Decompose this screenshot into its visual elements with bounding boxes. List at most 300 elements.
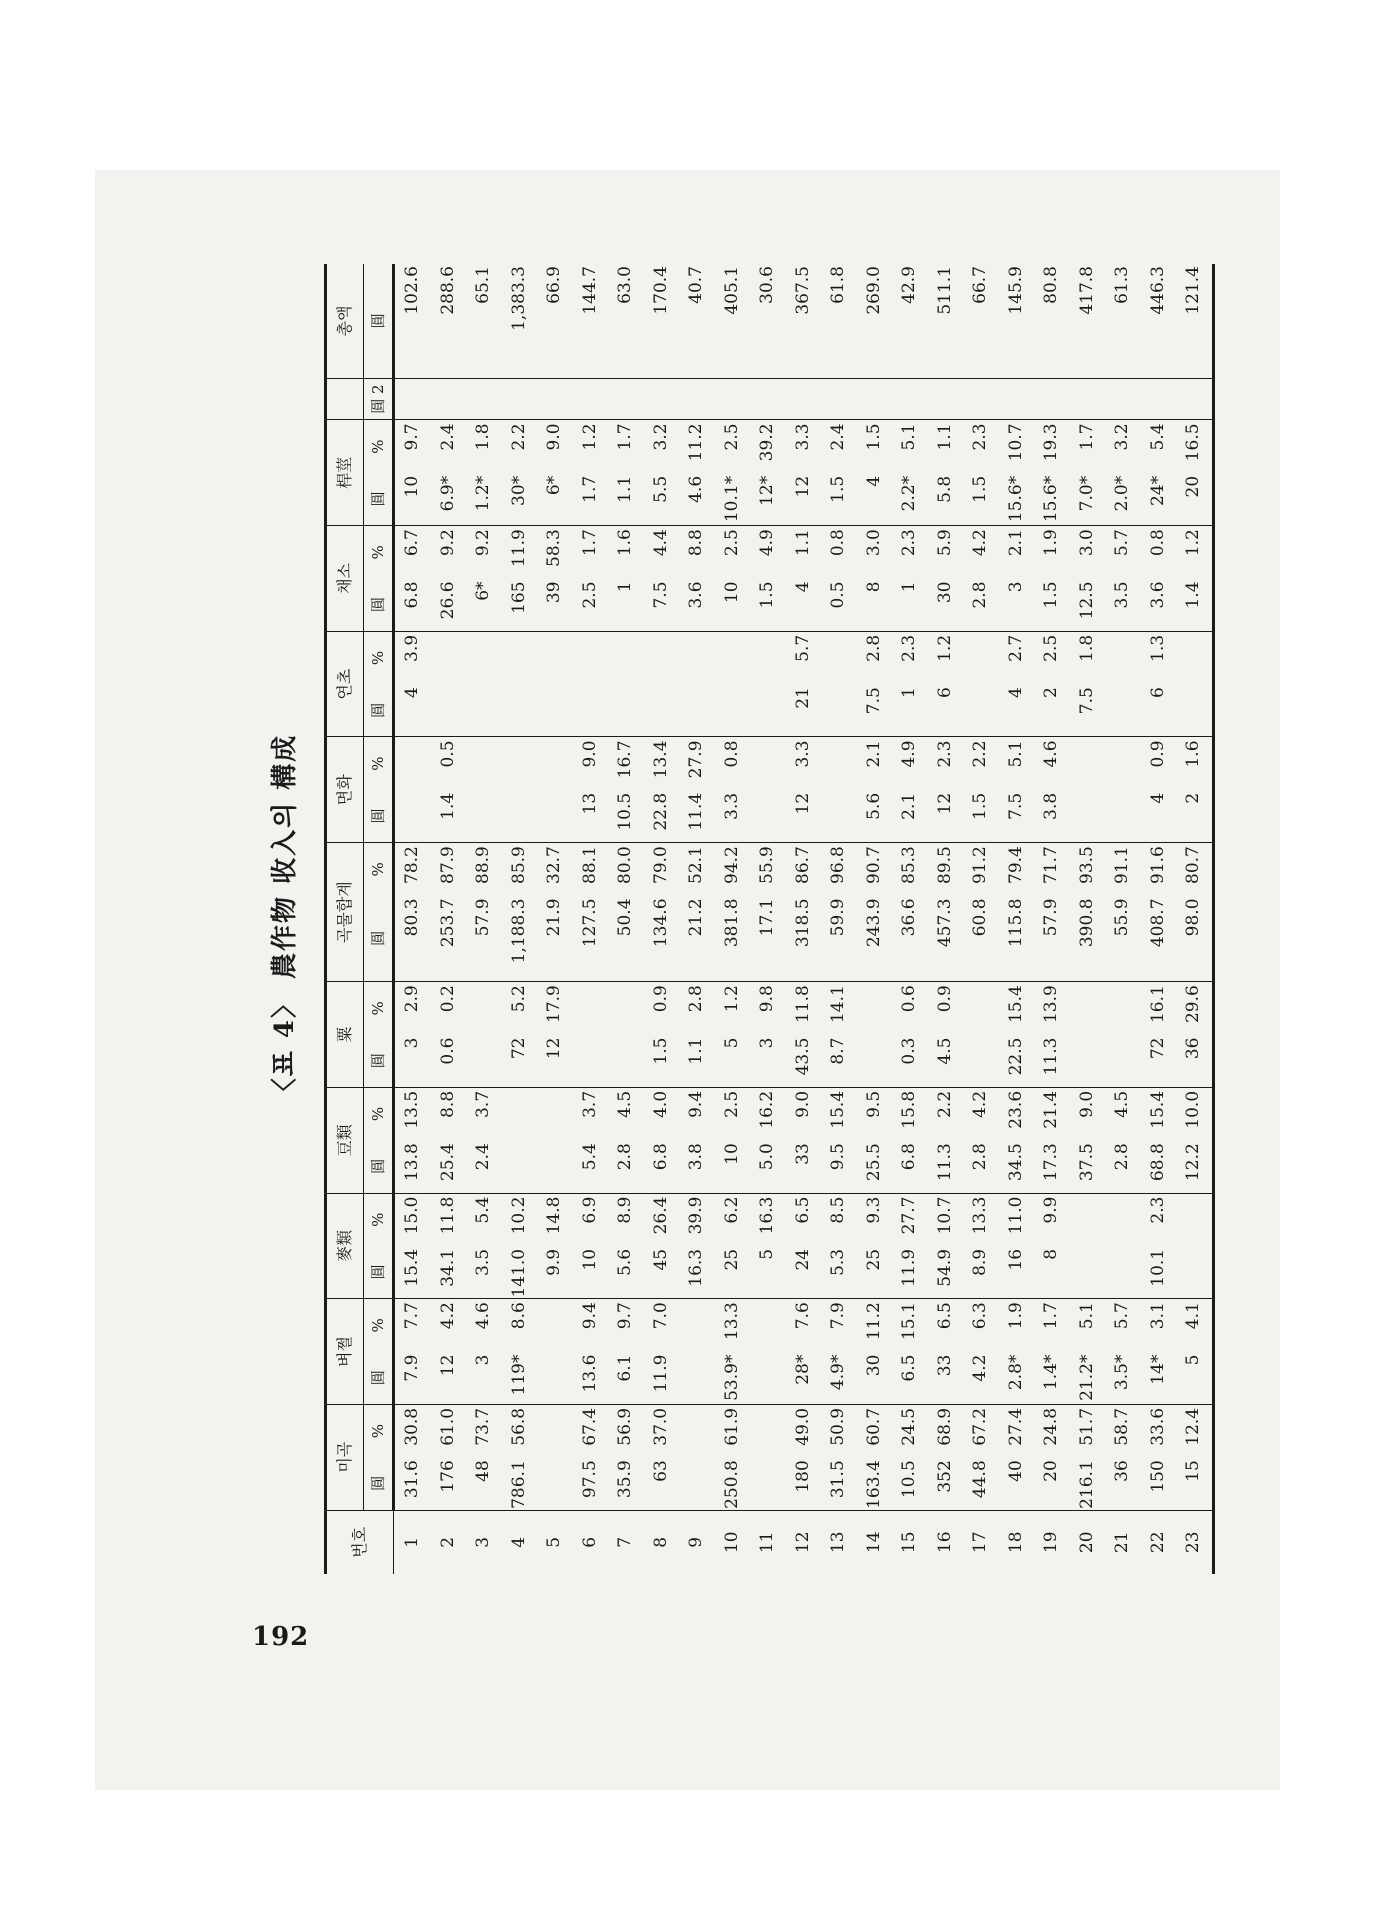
cell-pct: 2.8 xyxy=(857,631,893,684)
cell-pct: 6.7 xyxy=(394,526,431,579)
cell-won: 2.8 xyxy=(615,1143,636,1171)
cell-won: 6.9* xyxy=(437,475,458,512)
cell-won xyxy=(857,1035,893,1088)
cell-pct: 1.6 xyxy=(608,526,644,579)
cell-won: 12.5 xyxy=(1076,581,1097,620)
cell-won: 1.5 xyxy=(1041,581,1062,609)
cell-pct: 0.9 xyxy=(644,982,680,1035)
cell-won: 36.6 xyxy=(899,898,920,937)
cell-pct: 93.5 xyxy=(1070,843,1106,896)
cell-pct: 0.2 xyxy=(431,982,467,1035)
unit-pct: % xyxy=(364,1404,394,1457)
header-no: 번호 xyxy=(326,1510,394,1574)
cell-won: 6.8 xyxy=(899,1143,920,1171)
cell-total: 269.0 xyxy=(863,266,884,315)
cell-pct: 13.4 xyxy=(644,737,680,790)
cell-won: 16 xyxy=(1005,1248,1026,1271)
unit-pct: % xyxy=(364,843,394,896)
unit-won: 圓 xyxy=(364,1035,394,1088)
cell-pct: 88.1 xyxy=(573,843,609,896)
cell-won: 6.5 xyxy=(899,1354,920,1382)
cell-pct: 8.5 xyxy=(821,1193,857,1246)
table-row xyxy=(750,264,786,1574)
cell-won xyxy=(750,790,786,843)
cell-pct: 0.8 xyxy=(715,737,751,790)
cell-pct: 87.9 xyxy=(431,843,467,896)
cell-pct: 4.9 xyxy=(892,737,928,790)
cell-pct: 5.1 xyxy=(892,420,928,473)
row-number: 19 xyxy=(1034,1510,1070,1574)
cell-total: 405.1 xyxy=(721,266,742,315)
cell-pct xyxy=(537,1087,573,1140)
row-number: 6 xyxy=(573,1510,609,1574)
cell-pct: 4.9 xyxy=(750,526,786,579)
row-number: 9 xyxy=(679,1510,715,1574)
cell-pct xyxy=(963,982,999,1035)
cell-pct xyxy=(466,737,502,790)
cell-blank xyxy=(892,378,928,420)
cell-won: 4.2 xyxy=(970,1354,991,1382)
header-row-units xyxy=(364,264,394,1574)
cell-pct: 7.7 xyxy=(394,1299,431,1352)
cell-won: 12.2 xyxy=(1176,1140,1213,1193)
cell-won: 57.9 xyxy=(473,898,494,937)
cell-pct xyxy=(573,631,609,684)
cell-pct: 8.9 xyxy=(608,1193,644,1246)
cell-pct: 27.9 xyxy=(679,737,715,790)
cell-pct: 85.3 xyxy=(892,843,928,896)
cell-pct: 9.7 xyxy=(608,1299,644,1352)
cell-won: 243.9 xyxy=(863,898,884,948)
cell-blank xyxy=(963,378,999,420)
cell-won xyxy=(750,684,786,737)
cell-blank xyxy=(750,378,786,420)
cell-pct: 6.9 xyxy=(573,1193,609,1246)
cell-pct: 52.1 xyxy=(679,843,715,896)
cell-blank xyxy=(573,378,609,420)
cell-total: 1,383.3 xyxy=(508,266,529,331)
cell-won xyxy=(502,790,538,843)
unit-won: 圓 xyxy=(364,790,394,843)
cell-won: 8.7 xyxy=(828,1037,849,1065)
table-caption: 〈표 4〉 農作物 收入의 構成 xyxy=(270,733,300,1105)
unit-won: 圓 xyxy=(364,684,394,737)
cell-pct: 1.1 xyxy=(786,526,822,579)
unit-pct: % xyxy=(364,631,394,684)
cell-won: 21.2 xyxy=(686,898,707,937)
cell-pct: 4.1 xyxy=(1176,1299,1213,1352)
cell-pct: 89.5 xyxy=(928,843,964,896)
cell-won xyxy=(1105,684,1141,737)
cell-won: 9.9 xyxy=(544,1248,565,1276)
cell-won xyxy=(466,790,502,843)
cell-won: 5 xyxy=(757,1248,778,1260)
cell-blank xyxy=(502,378,538,420)
cell-total: 30.6 xyxy=(757,266,778,304)
cell-won xyxy=(1070,1035,1106,1088)
cell-won: 97.5 xyxy=(579,1460,600,1499)
cell-pct: 67.4 xyxy=(573,1404,609,1457)
cell-pct: 2.8 xyxy=(679,982,715,1035)
cell-won: 16.3 xyxy=(686,1248,707,1287)
cell-pct: 5.9 xyxy=(928,526,964,579)
cell-pct: 1.7 xyxy=(608,420,644,473)
cell-won xyxy=(679,1352,715,1405)
cell-pct: 1.1 xyxy=(928,420,964,473)
table-wrapper xyxy=(324,264,1215,1574)
cell-pct: 94.2 xyxy=(715,843,751,896)
cell-pct: 9.8 xyxy=(750,982,786,1035)
cell-won xyxy=(750,1352,786,1405)
rotated-table-block xyxy=(264,264,1204,1574)
cell-won xyxy=(608,684,644,737)
cell-won: 26.6 xyxy=(437,581,458,620)
cell-won: 3.3 xyxy=(721,792,742,820)
cell-won: 1.5 xyxy=(757,581,778,609)
cell-pct: 1.7 xyxy=(1034,1299,1070,1352)
header-millet: 粟 xyxy=(326,982,364,1088)
cell-won xyxy=(502,1140,538,1193)
cell-won xyxy=(1105,1246,1141,1299)
cell-won: 10.5 xyxy=(899,1460,920,1499)
cell-total: 61.3 xyxy=(1112,266,1133,304)
cell-pct: 10.2 xyxy=(502,1193,538,1246)
cell-won: 31.6 xyxy=(402,1460,423,1499)
unit-won: 圓 xyxy=(364,264,394,378)
cell-won: 17.1 xyxy=(757,898,778,937)
cell-won: 35.9 xyxy=(615,1460,636,1499)
cell-won: 43.5 xyxy=(792,1037,813,1076)
cell-pct xyxy=(608,631,644,684)
cell-won: 72 xyxy=(1147,1037,1168,1060)
cell-won: 30 xyxy=(863,1354,884,1377)
cell-won xyxy=(750,1457,786,1510)
cell-won: 28* xyxy=(792,1354,813,1385)
cell-won xyxy=(537,1352,573,1405)
cell-won xyxy=(466,684,502,737)
cell-pct: 0.6 xyxy=(892,982,928,1035)
cell-won: 24 xyxy=(792,1248,813,1271)
cell-pct: 2.5 xyxy=(715,420,751,473)
cell-won: 2 xyxy=(1176,790,1213,843)
cell-won: 3.8 xyxy=(686,1143,707,1171)
unit-won: 圓 xyxy=(364,473,394,526)
header-beans: 豆類 xyxy=(326,1087,364,1193)
cell-blank xyxy=(821,378,857,420)
cell-pct: 7.9 xyxy=(821,1299,857,1352)
cell-won: 39 xyxy=(544,581,565,604)
cell-pct: 15.4 xyxy=(999,982,1035,1035)
cell-won: 13.8 xyxy=(402,1143,423,1182)
cell-pct: 4.5 xyxy=(608,1087,644,1140)
cell-pct: 3.7 xyxy=(466,1087,502,1140)
cell-total: 42.9 xyxy=(899,266,920,304)
cell-total: 65.1 xyxy=(473,266,494,304)
cell-won: 0.5 xyxy=(828,581,849,609)
cell-pct: 9.5 xyxy=(857,1087,893,1140)
cell-won: 11.9 xyxy=(899,1248,920,1287)
cell-pct: 3.7 xyxy=(573,1087,609,1140)
cell-won: 2.1 xyxy=(899,792,920,820)
cell-won: 30* xyxy=(508,475,529,506)
cell-won: 15 xyxy=(1176,1457,1213,1510)
cell-pct: 85.9 xyxy=(502,843,538,896)
cell-pct: 49.0 xyxy=(786,1404,822,1457)
cell-won: 352 xyxy=(934,1460,955,1493)
cell-pct: 9.0 xyxy=(1070,1087,1106,1140)
cell-won: 7.0* xyxy=(1076,475,1097,512)
cell-pct xyxy=(644,631,680,684)
cell-won xyxy=(1105,1035,1141,1088)
cell-won: 25.4 xyxy=(437,1143,458,1182)
row-number: 8 xyxy=(644,1510,680,1574)
cell-blank xyxy=(1105,378,1141,420)
cell-pct: 26.4 xyxy=(644,1193,680,1246)
cell-pct: 91.2 xyxy=(963,843,999,896)
cell-won: 2.8 xyxy=(1112,1143,1133,1171)
cell-pct xyxy=(679,1299,715,1352)
cell-won: 13.6 xyxy=(579,1354,600,1393)
cell-won: 4 xyxy=(1147,792,1168,804)
cell-won: 5 xyxy=(721,1037,742,1049)
cell-won xyxy=(821,790,857,843)
cell-won: 54.9 xyxy=(934,1248,955,1287)
row-number: 5 xyxy=(537,1510,573,1574)
cell-total: 121.4 xyxy=(1176,264,1213,378)
cell-total: 144.7 xyxy=(579,266,600,315)
cell-pct: 33.6 xyxy=(1141,1404,1177,1457)
cell-pct: 1.9 xyxy=(999,1299,1035,1352)
cell-total: 66.9 xyxy=(544,266,565,304)
cell-pct: 61.0 xyxy=(431,1404,467,1457)
cell-pct xyxy=(963,631,999,684)
table-row xyxy=(857,264,893,1574)
cell-pct: 13.3 xyxy=(963,1193,999,1246)
cell-pct: 2.3 xyxy=(963,420,999,473)
cell-won: 12 xyxy=(544,1037,565,1060)
cell-won: 5.4 xyxy=(579,1143,600,1171)
cell-won: 119* xyxy=(508,1354,529,1396)
cell-blank xyxy=(999,378,1035,420)
row-number: 15 xyxy=(892,1510,928,1574)
cell-pct: 4.4 xyxy=(644,526,680,579)
table-row xyxy=(431,264,467,1574)
cell-won: 72 xyxy=(508,1037,529,1060)
unit-won: 圓 xyxy=(364,895,394,981)
cell-pct: 4.2 xyxy=(963,526,999,579)
cell-won: 457.3 xyxy=(934,898,955,948)
cell-won: 24* xyxy=(1147,475,1168,506)
cell-pct: 37.0 xyxy=(644,1404,680,1457)
cell-pct: 3.3 xyxy=(786,737,822,790)
cell-won: 3.6 xyxy=(686,581,707,609)
cell-pct: 58.7 xyxy=(1105,1404,1141,1457)
cell-pct: 3.9 xyxy=(394,631,431,684)
cell-pct: 11.2 xyxy=(679,420,715,473)
row-number: 13 xyxy=(821,1510,857,1574)
row-number: 16 xyxy=(928,1510,964,1574)
cell-pct: 0.8 xyxy=(1141,526,1177,579)
header-rice-straw: 벼쩔 xyxy=(326,1299,364,1405)
cell-blank xyxy=(537,378,573,420)
cell-pct: 60.7 xyxy=(857,1404,893,1457)
cell-pct: 79.4 xyxy=(999,843,1035,896)
cell-won: 1.5 xyxy=(650,1037,671,1065)
cell-pct: 2.2 xyxy=(963,737,999,790)
cell-pct: 11.8 xyxy=(431,1193,467,1246)
cell-won: 318.5 xyxy=(792,898,813,948)
cell-pct xyxy=(502,737,538,790)
cell-pct: 14.1 xyxy=(821,982,857,1035)
cell-won: 15.6* xyxy=(1041,475,1062,523)
cell-won: 2.8* xyxy=(1005,1354,1026,1391)
cell-won: 63 xyxy=(650,1460,671,1482)
cell-pct: 3.0 xyxy=(1070,526,1106,579)
cell-pct xyxy=(537,737,573,790)
cell-pct: 11.0 xyxy=(999,1193,1035,1246)
cell-pct: 14.8 xyxy=(537,1193,573,1246)
cell-won: 3.5* xyxy=(1112,1354,1133,1391)
cell-pct: 7.0 xyxy=(644,1299,680,1352)
cell-won: 48 xyxy=(473,1460,494,1482)
unit-won-2: 圓 2 xyxy=(364,378,394,420)
cell-won: 5.0 xyxy=(757,1143,778,1171)
cell-won: 6.1 xyxy=(615,1354,636,1382)
cell-won: 1.5 xyxy=(970,475,991,503)
cell-pct xyxy=(1070,737,1106,790)
cell-blank xyxy=(1034,378,1070,420)
cell-blank xyxy=(466,378,502,420)
cell-won: 3.6 xyxy=(1147,581,1168,609)
cell-won xyxy=(537,1457,573,1510)
cell-won: 10.5 xyxy=(615,792,636,831)
crop-income-table xyxy=(324,264,1215,1574)
cell-pct: 1.8 xyxy=(1070,631,1106,684)
cell-pct: 12.4 xyxy=(1176,1404,1213,1457)
cell-won: 55.9 xyxy=(1112,898,1133,937)
cell-won: 5.5 xyxy=(650,475,671,503)
cell-won: 37.5 xyxy=(1076,1143,1097,1182)
cell-pct xyxy=(679,631,715,684)
cell-won: 5.6 xyxy=(615,1248,636,1276)
cell-pct xyxy=(1105,631,1141,684)
cell-pct: 2.9 xyxy=(394,982,431,1035)
cell-won: 10 xyxy=(579,1248,600,1271)
cell-won: 40 xyxy=(1005,1460,1026,1482)
cell-blank xyxy=(431,378,467,420)
cell-won xyxy=(963,1035,999,1088)
cell-pct xyxy=(573,982,609,1035)
unit-pct: % xyxy=(364,1299,394,1352)
cell-pct: 2.2 xyxy=(502,420,538,473)
cell-total: 511.1 xyxy=(934,266,955,315)
row-number: 4 xyxy=(502,1510,538,1574)
table-row xyxy=(963,264,999,1574)
cell-pct: 16.2 xyxy=(750,1087,786,1140)
cell-pct xyxy=(502,1087,538,1140)
cell-pct: 6.2 xyxy=(715,1193,751,1246)
cell-pct: 2.3 xyxy=(1141,1193,1177,1246)
cell-total: 80.8 xyxy=(1041,266,1062,304)
cell-pct: 1.2 xyxy=(715,982,751,1035)
cell-pct: 50.9 xyxy=(821,1404,857,1457)
table-body xyxy=(394,264,1214,1574)
cell-won: 6* xyxy=(473,581,494,601)
cell-pct: 5.7 xyxy=(1105,526,1141,579)
cell-pct xyxy=(466,982,502,1035)
cell-won: 7.9 xyxy=(402,1354,423,1382)
header-row-groups xyxy=(326,264,364,1574)
cell-won: 3.5 xyxy=(1112,581,1133,609)
cell-pct xyxy=(608,982,644,1035)
cell-pct: 3.1 xyxy=(1141,1299,1177,1352)
cell-won: 12* xyxy=(757,475,778,506)
table-row xyxy=(1141,264,1177,1574)
cell-pct: 2.1 xyxy=(999,526,1035,579)
cell-pct: 0.9 xyxy=(928,982,964,1035)
cell-won xyxy=(1070,1246,1106,1299)
cell-blank xyxy=(786,378,822,420)
cell-pct: 15.4 xyxy=(1141,1087,1177,1140)
cell-won: 1 xyxy=(615,581,636,593)
cell-pct: 39.9 xyxy=(679,1193,715,1246)
cell-won: 34.5 xyxy=(1005,1143,1026,1182)
cell-won: 11.3 xyxy=(934,1143,955,1182)
cell-won: 25 xyxy=(721,1248,742,1271)
row-number: 23 xyxy=(1176,1510,1213,1574)
table-row xyxy=(394,264,431,1574)
cell-won xyxy=(821,684,857,737)
cell-pct xyxy=(431,631,467,684)
row-number: 21 xyxy=(1105,1510,1141,1574)
cell-blank xyxy=(857,378,893,420)
cell-won: 12 xyxy=(934,792,955,815)
cell-blank xyxy=(1176,378,1213,420)
table-row xyxy=(1176,264,1213,1574)
cell-pct: 80.7 xyxy=(1176,843,1213,896)
cell-pct: 3.2 xyxy=(1105,420,1141,473)
table-row xyxy=(644,264,680,1574)
cell-pct: 16.5 xyxy=(1176,420,1213,473)
cell-won xyxy=(573,684,609,737)
cell-won: 2.2* xyxy=(899,475,920,512)
cell-blank xyxy=(608,378,644,420)
cell-total: 66.7 xyxy=(970,266,991,304)
cell-pct: 5.1 xyxy=(999,737,1035,790)
cell-pct: 2.5 xyxy=(1034,631,1070,684)
cell-pct: 13.3 xyxy=(715,1299,751,1352)
cell-pct: 2.7 xyxy=(999,631,1035,684)
table-row xyxy=(1070,264,1106,1574)
cell-pct: 56.8 xyxy=(502,1404,538,1457)
cell-won: 9.5 xyxy=(828,1143,849,1171)
cell-won xyxy=(466,1035,502,1088)
cell-won: 60.8 xyxy=(970,898,991,937)
cell-pct: 0.8 xyxy=(821,526,857,579)
row-number: 3 xyxy=(466,1510,502,1574)
cell-blank xyxy=(715,378,751,420)
cell-pct: 32.7 xyxy=(537,843,573,896)
cell-won: 15.4 xyxy=(402,1248,423,1287)
cell-won: 36 xyxy=(1112,1460,1133,1482)
cell-won: 30 xyxy=(934,581,955,604)
unit-pct: % xyxy=(364,1193,394,1246)
cell-pct xyxy=(750,1299,786,1352)
cell-won: 6 xyxy=(934,687,955,698)
cell-won: 36 xyxy=(1176,1035,1213,1088)
cell-won: 5.8 xyxy=(934,475,955,503)
cell-pct: 2.3 xyxy=(928,737,964,790)
